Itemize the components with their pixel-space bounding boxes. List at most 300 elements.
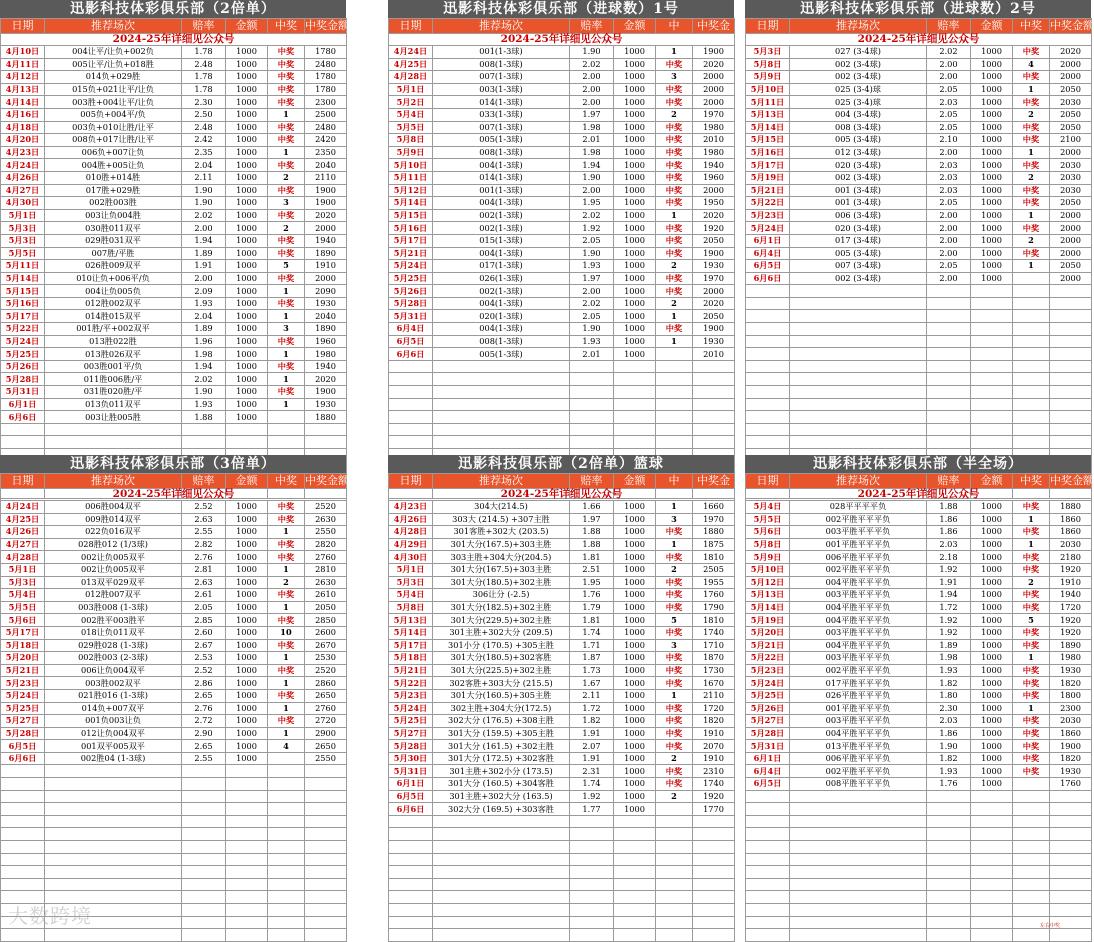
table-cell: 1000 xyxy=(614,740,656,753)
table-cell xyxy=(1013,373,1050,386)
table-cell: 009胜014双平 xyxy=(45,513,182,526)
table-cell: 5月24日 xyxy=(1,689,45,702)
table-row xyxy=(1,689,347,702)
table-cell: 005 (3-4球) xyxy=(790,134,927,147)
table-cell: 中奖 xyxy=(268,614,305,627)
table-cell: 303大 (214.5) +307主胜 xyxy=(433,513,570,526)
table-row xyxy=(746,373,1092,386)
table-cell: 1910 xyxy=(693,752,735,765)
table-cell: 1920 xyxy=(1050,614,1092,627)
table-cell: 1000 xyxy=(226,538,268,551)
table-cell: 1.97 xyxy=(570,272,614,285)
table-cell: 1.90 xyxy=(570,46,614,59)
table-cell xyxy=(656,878,693,891)
table-cell xyxy=(433,916,570,929)
table-cell: 2.05 xyxy=(570,310,614,323)
table-cell: 015(1-3球) xyxy=(433,234,570,247)
table-row xyxy=(746,576,1092,589)
table-cell xyxy=(971,929,1013,942)
table-cell xyxy=(1013,285,1050,298)
column-header: 日期 xyxy=(389,19,433,34)
table-cell: 1.93 xyxy=(570,260,614,273)
table-cell: 1 xyxy=(1013,652,1050,665)
table-cell xyxy=(656,929,693,942)
table-cell: 2300 xyxy=(1050,702,1092,715)
table-cell: 2.00 xyxy=(927,58,971,71)
table-cell: 004(1-3球) xyxy=(433,197,570,210)
header-row xyxy=(1,474,347,489)
table-cell: 2.04 xyxy=(182,159,226,172)
table-cell xyxy=(927,866,971,879)
table-cell: 1920 xyxy=(1050,563,1092,576)
table-cell: 003平胜平平平负 xyxy=(790,589,927,602)
table-cell xyxy=(268,790,305,803)
table-cell: 中奖 xyxy=(656,96,693,109)
table-cell: 中奖 xyxy=(268,715,305,728)
table-cell: 1000 xyxy=(226,677,268,690)
table-cell: 2.51 xyxy=(570,563,614,576)
table-cell: 5月25日 xyxy=(1,348,45,361)
table-cell xyxy=(45,803,182,816)
table-cell xyxy=(45,866,182,879)
table-cell: 2.81 xyxy=(182,563,226,576)
table-cell xyxy=(570,866,614,879)
table-cell: 2.76 xyxy=(182,551,226,564)
table-cell: 2000 xyxy=(1050,71,1092,84)
table-cell: 1.76 xyxy=(927,778,971,791)
table-cell: 1000 xyxy=(226,652,268,665)
table-cell xyxy=(433,904,570,917)
table-row xyxy=(746,891,1092,904)
table-row xyxy=(389,752,735,765)
table-cell: 5月3日 xyxy=(1,576,45,589)
table-cell xyxy=(693,411,735,424)
table-cell: 6月1日 xyxy=(389,778,433,791)
table-cell: 2.00 xyxy=(182,272,226,285)
table-cell: 2.35 xyxy=(182,146,226,159)
table-cell: 1000 xyxy=(226,576,268,589)
table-cell: 5月3日 xyxy=(1,222,45,235)
table-cell: 001胜/平+002双平 xyxy=(45,323,182,336)
table-cell xyxy=(389,891,433,904)
table-cell xyxy=(790,297,927,310)
table-cell: 中奖 xyxy=(1013,626,1050,639)
table-cell xyxy=(226,765,268,778)
table-cell: 020(1-3球) xyxy=(433,310,570,323)
table-cell: 1980 xyxy=(305,348,347,361)
table-cell: 10 xyxy=(268,626,305,639)
table-cell: 005(1-3球) xyxy=(433,134,570,147)
table-cell xyxy=(1050,904,1092,917)
table-cell: 1000 xyxy=(971,677,1013,690)
table-cell: 2.30 xyxy=(927,702,971,715)
table-cell: 5月27日 xyxy=(746,715,790,728)
table-cell xyxy=(1050,436,1092,449)
table-cell: 中奖 xyxy=(656,652,693,665)
table-cell: 中奖 xyxy=(656,727,693,740)
table-cell: 1.90 xyxy=(570,323,614,336)
table-cell xyxy=(790,878,927,891)
table-cell: 2000 xyxy=(305,222,347,235)
table-cell xyxy=(433,878,570,891)
table-cell: 中奖 xyxy=(268,134,305,147)
table-cell: 2.00 xyxy=(927,71,971,84)
table-cell: 1.94 xyxy=(927,589,971,602)
table-cell: 021胜016 (1-3球) xyxy=(45,689,182,702)
table-cell: 2000 xyxy=(1050,146,1092,159)
table-cell: 2350 xyxy=(305,146,347,159)
table-cell: 002平胜平平平负 xyxy=(790,765,927,778)
table-cell xyxy=(656,853,693,866)
table-cell: 1.77 xyxy=(570,803,614,816)
table-cell: 1 xyxy=(268,727,305,740)
table-cell: 中奖 xyxy=(656,83,693,96)
table-cell: 1000 xyxy=(226,360,268,373)
table-cell: 5月25日 xyxy=(746,689,790,702)
table-cell: 1940 xyxy=(1050,589,1092,602)
table-row xyxy=(1,197,347,210)
table-row xyxy=(389,423,735,436)
table-cell: 2020 xyxy=(693,58,735,71)
table-cell xyxy=(656,348,693,361)
table-cell: 5月10日 xyxy=(389,159,433,172)
table-row xyxy=(389,576,735,589)
table-cell xyxy=(268,765,305,778)
table-cell: 4月30日 xyxy=(1,197,45,210)
table-cell: 5月17日 xyxy=(389,639,433,652)
table-cell: 1000 xyxy=(226,513,268,526)
table-cell: 1890 xyxy=(305,247,347,260)
table-row xyxy=(1,411,347,424)
table-cell xyxy=(1013,841,1050,854)
table-cell: 中奖 xyxy=(656,146,693,159)
table-cell: 5月1日 xyxy=(1,209,45,222)
table-cell: 007(1-3球) xyxy=(433,121,570,134)
table-cell: 1 xyxy=(268,285,305,298)
table-cell: 004平胜平平平负 xyxy=(790,727,927,740)
table-cell: 013平胜平平平负 xyxy=(790,740,927,753)
table-row xyxy=(389,209,735,222)
table-cell: 4月14日 xyxy=(1,96,45,109)
table-cell: 中奖 xyxy=(1013,551,1050,564)
column-header: 赔率 xyxy=(927,19,971,34)
table-cell: 002(1-3球) xyxy=(433,209,570,222)
table-cell: 003平胜平平平负 xyxy=(790,652,927,665)
table-cell xyxy=(226,828,268,841)
table-cell: 301大分(160.5)+305主胜 xyxy=(433,689,570,702)
table-cell: 1.98 xyxy=(570,146,614,159)
table-cell xyxy=(790,335,927,348)
table-row xyxy=(1,323,347,336)
table-cell: 6月6日 xyxy=(1,752,45,765)
table-cell xyxy=(1013,310,1050,323)
table-cell xyxy=(182,904,226,917)
table-cell xyxy=(182,866,226,879)
table-cell: 4月26日 xyxy=(1,526,45,539)
table-cell: 005(1-3球) xyxy=(433,348,570,361)
table-cell xyxy=(790,803,927,816)
table-cell: 002胜003 (2-3球) xyxy=(45,652,182,665)
table-cell xyxy=(570,398,614,411)
table-row xyxy=(746,853,1092,866)
table-cell xyxy=(927,878,971,891)
table-cell: 001平胜平平平负 xyxy=(790,538,927,551)
table-cell: 1820 xyxy=(1050,752,1092,765)
table-cell xyxy=(305,765,347,778)
table-cell: 1900 xyxy=(693,46,735,59)
column-header: 推荐场次 xyxy=(45,19,182,34)
table-cell: 1 xyxy=(1013,83,1050,96)
column-header: 赔率 xyxy=(182,19,226,34)
table-cell: 1770 xyxy=(693,803,735,816)
table-cell: 1 xyxy=(1013,260,1050,273)
table-cell: 中奖 xyxy=(1013,664,1050,677)
table-row xyxy=(1,727,347,740)
table-cell: 006让负004双平 xyxy=(45,664,182,677)
table-cell: 1 xyxy=(268,373,305,386)
table-row xyxy=(1,335,347,348)
column-header: 推荐场次 xyxy=(790,474,927,489)
table-cell: 1.98 xyxy=(570,121,614,134)
table-cell: 1910 xyxy=(693,727,735,740)
table-cell: 1930 xyxy=(305,398,347,411)
table-cell: 1.82 xyxy=(570,715,614,728)
table-cell xyxy=(268,853,305,866)
table-cell: 2.60 xyxy=(182,626,226,639)
table-cell: 2.00 xyxy=(927,146,971,159)
table-cell: 017(1-3球) xyxy=(433,260,570,273)
table-cell: 1820 xyxy=(1050,677,1092,690)
table-row xyxy=(389,790,735,803)
table-row xyxy=(389,310,735,323)
table-cell: 1000 xyxy=(226,310,268,323)
table-cell: 1000 xyxy=(226,222,268,235)
table-cell: 2.05 xyxy=(927,197,971,210)
table-cell xyxy=(1050,815,1092,828)
table-cell: 028平平平平负 xyxy=(790,501,927,514)
table-cell: 012胜007双平 xyxy=(45,589,182,602)
table-row xyxy=(389,146,735,159)
table-cell xyxy=(971,373,1013,386)
table-cell: 4月10日 xyxy=(1,46,45,59)
table-cell: 012 (3-4球) xyxy=(790,146,927,159)
table-cell xyxy=(305,866,347,879)
table-cell xyxy=(1013,904,1050,917)
table-cell xyxy=(746,916,790,929)
table-row xyxy=(1,272,347,285)
table-cell xyxy=(927,916,971,929)
table-cell: 5月21日 xyxy=(389,247,433,260)
table-cell: 2.03 xyxy=(927,538,971,551)
table-cell xyxy=(1013,815,1050,828)
table-cell: 1000 xyxy=(226,740,268,753)
table-cell: 2850 xyxy=(305,614,347,627)
table-cell: 1.90 xyxy=(182,184,226,197)
table-cell: 1000 xyxy=(971,626,1013,639)
table-cell xyxy=(790,853,927,866)
table-cell: 1.80 xyxy=(927,689,971,702)
table-cell xyxy=(45,841,182,854)
table-cell xyxy=(433,436,570,449)
table-cell: 007胜/平胜 xyxy=(45,247,182,260)
table-cell: 2.67 xyxy=(182,639,226,652)
table-cell xyxy=(693,929,735,942)
column-header: 中 xyxy=(656,19,693,34)
table-cell xyxy=(1050,335,1092,348)
table-cell: 1000 xyxy=(226,58,268,71)
column-header: 金额 xyxy=(614,19,656,34)
table-cell: 中奖 xyxy=(268,209,305,222)
table-cell: 2050 xyxy=(1050,108,1092,121)
table-cell: 1 xyxy=(656,335,693,348)
table-cell xyxy=(1050,373,1092,386)
table-cell: 006负+007让负 xyxy=(45,146,182,159)
table-cell: 中奖 xyxy=(656,664,693,677)
table-cell: 2.05 xyxy=(570,234,614,247)
table-cell: 5月5日 xyxy=(1,601,45,614)
table-cell xyxy=(45,423,182,436)
table-row xyxy=(389,501,735,514)
table-cell xyxy=(45,778,182,791)
table-cell: 2000 xyxy=(693,96,735,109)
corner-note: 左右中奖 xyxy=(1040,923,1061,929)
subtitle: 2024-25年详细见公众号 xyxy=(1,34,347,46)
table-cell xyxy=(614,815,656,828)
table-cell: 2520 xyxy=(305,664,347,677)
table-cell: 1000 xyxy=(614,323,656,336)
table-cell xyxy=(268,878,305,891)
table-cell xyxy=(1050,866,1092,879)
table-row xyxy=(746,272,1092,285)
subtitle: 2024-25年详细见公众号 xyxy=(389,489,735,501)
table-cell: 1000 xyxy=(971,614,1013,627)
table-row xyxy=(746,639,1092,652)
table-cell xyxy=(433,398,570,411)
table-cell xyxy=(693,878,735,891)
table-cell: 5月14日 xyxy=(746,121,790,134)
table-cell: 2010 xyxy=(693,348,735,361)
column-header: 推荐场次 xyxy=(790,19,927,34)
table-cell xyxy=(790,790,927,803)
table-cell: 5月4日 xyxy=(389,589,433,602)
table-row xyxy=(389,348,735,361)
table-cell: 1.81 xyxy=(570,614,614,627)
table-row xyxy=(746,614,1092,627)
table-cell: 5月31日 xyxy=(1,386,45,399)
table-row xyxy=(389,83,735,96)
table-cell: 5月23日 xyxy=(746,664,790,677)
table-cell: 006胜004双平 xyxy=(45,501,182,514)
table-cell: 1.73 xyxy=(570,664,614,677)
table-cell: 2.50 xyxy=(182,108,226,121)
table-cell: 6月1日 xyxy=(746,234,790,247)
table-cell xyxy=(570,360,614,373)
table-cell: 013负011双平 xyxy=(45,398,182,411)
table-cell: 1940 xyxy=(305,234,347,247)
table-cell: 1000 xyxy=(614,310,656,323)
table-row xyxy=(389,526,735,539)
table-cell: 中奖 xyxy=(1013,740,1050,753)
table-cell: 1000 xyxy=(971,260,1013,273)
table-row xyxy=(1,626,347,639)
table-cell: 1.92 xyxy=(927,563,971,576)
table-cell xyxy=(971,285,1013,298)
table-cell: 1660 xyxy=(693,501,735,514)
table-cell xyxy=(182,916,226,929)
table-row xyxy=(389,866,735,879)
table-cell: 中奖 xyxy=(1013,752,1050,765)
table-cell: 1000 xyxy=(614,677,656,690)
table-row xyxy=(389,386,735,399)
table-cell: 2000 xyxy=(1050,234,1092,247)
table-cell: 1000 xyxy=(614,71,656,84)
table-cell xyxy=(927,360,971,373)
table-cell: 2.00 xyxy=(182,222,226,235)
table-cell: 1.91 xyxy=(570,752,614,765)
table-cell: 1.95 xyxy=(570,197,614,210)
table-cell: 1760 xyxy=(693,589,735,602)
table-cell: 2 xyxy=(1013,171,1050,184)
table-cell: 1000 xyxy=(971,272,1013,285)
table-cell: 3 xyxy=(268,323,305,336)
table-cell: 1720 xyxy=(693,702,735,715)
table-cell xyxy=(790,310,927,323)
table-cell: 1000 xyxy=(226,83,268,96)
column-header: 金额 xyxy=(614,474,656,489)
table-cell: 1 xyxy=(268,146,305,159)
table-cell xyxy=(1013,348,1050,361)
table-cell: 2.03 xyxy=(927,96,971,109)
table-cell: 2050 xyxy=(305,601,347,614)
table-cell: 1000 xyxy=(971,121,1013,134)
table-row xyxy=(746,197,1092,210)
table-cell xyxy=(570,916,614,929)
table-cell: 1000 xyxy=(614,689,656,702)
table-cell: 014负+029胜 xyxy=(45,71,182,84)
table-cell: 1000 xyxy=(971,563,1013,576)
table-row xyxy=(389,411,735,424)
table-cell: 中奖 xyxy=(1013,159,1050,172)
table-row xyxy=(1,563,347,576)
table-cell: 5月28日 xyxy=(389,297,433,310)
table-cell: 1.93 xyxy=(927,765,971,778)
table-cell xyxy=(1,929,45,942)
table-cell: 5月24日 xyxy=(389,260,433,273)
table-cell xyxy=(927,841,971,854)
table-cell xyxy=(182,891,226,904)
table-cell: 1000 xyxy=(614,664,656,677)
table-cell: 1820 xyxy=(693,715,735,728)
table-cell: 中奖 xyxy=(656,589,693,602)
table-cell: 1.72 xyxy=(570,702,614,715)
table-cell: 5月20日 xyxy=(1,652,45,665)
table-cell: 2.00 xyxy=(927,272,971,285)
column-header: 中奖金额 xyxy=(305,19,349,32)
table-cell: 2.00 xyxy=(570,184,614,197)
table-cell: 1000 xyxy=(226,247,268,260)
table-row xyxy=(389,285,735,298)
table-row xyxy=(389,398,735,411)
table-cell xyxy=(1050,310,1092,323)
table-cell: 1000 xyxy=(614,159,656,172)
table-cell xyxy=(927,790,971,803)
table-cell xyxy=(433,866,570,879)
table-cell: 中奖 xyxy=(1013,677,1050,690)
table-cell: 002(1-3球) xyxy=(433,222,570,235)
table-cell: 1 xyxy=(268,563,305,576)
table-cell: 1900 xyxy=(305,197,347,210)
table-cell: 1.88 xyxy=(927,501,971,514)
